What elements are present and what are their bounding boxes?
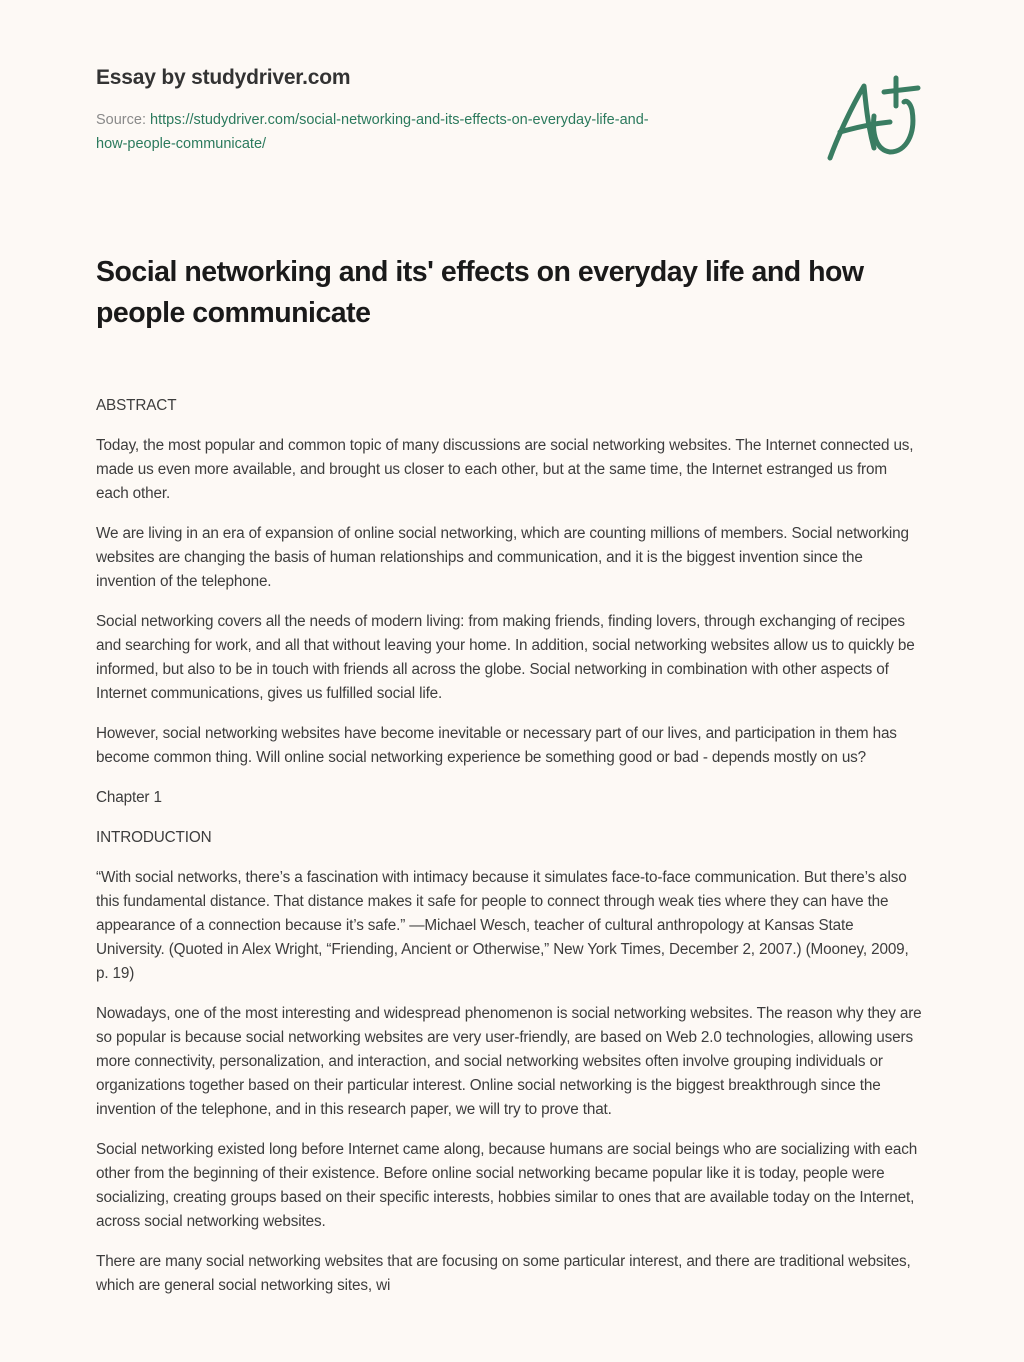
essay-title: Social networking and its' effects on everyday life and how people communicate: [96, 256, 864, 329]
paragraph: Social networking existed long before Internet came along, because humans are social beings who are socializing with each other from the beginning of their existence. Before online social networking became popular like it is today, people were socializing, creating groups based on their specific interests, hobbies similar to ones that are available today on the Internet, across social networking websites.: [96, 1141, 918, 1230]
section-heading-abstract: ABSTRACT: [96, 397, 177, 414]
essay-body: [96, 394, 922, 1314]
paragraph-truncated: There are many social networking websites that are focusing on some particular interest, and there are traditional websites, which are general social networking sites, wi: [96, 1253, 911, 1294]
source-label: Source:: [96, 112, 146, 128]
chapter-label: Chapter 1: [96, 789, 162, 806]
page-header: [96, 62, 776, 156]
source-link[interactable]: [96, 112, 649, 152]
a-plus-grade-icon: [818, 66, 938, 176]
paragraph: We are living in an era of expansion of online social networking, which are counting millions of members. Social networking websites are changing the basis of human relationships and communication, and it is the biggest invention since the invention of the telephone.: [96, 525, 909, 590]
section-heading-introduction: INTRODUCTION: [96, 829, 212, 846]
source-line: [96, 108, 776, 156]
paragraph: Today, the most popular and common topic of many discussions are social networking websites. The Internet connected us, made us even more available, and brought us closer to each other, but at the same time, the Internet estranged us from each other.: [96, 437, 914, 502]
paragraph: Nowadays, one of the most interesting and widespread phenomenon is social networking websites. The reason why they are so popular is because social networking websites are very user-friendly, are based on Web 2.0 technologies, allowing users more connectivity, personalization, and interaction, and social networking websites often involve grouping individuals or organizations together based on their particular interest. Online social networking is the biggest breakthrough since the invention of the telephone, and in this research paper, we will try to prove that.: [96, 1005, 922, 1118]
paragraph: Social networking covers all the needs of modern living: from making friends, finding lovers, through exchanging of recipes and searching for work, and all that without leaving your home. In addition, social networking websites allow us to quickly be informed, but also to be in touch with friends all across the globe. Social networking in combination with other aspects of Internet communications, gives us fulfilled social life.: [96, 613, 915, 702]
quote-paragraph: “With social networks, there’s a fascination with intimacy because it simulates face-to-face communication. But there’s also this fundamental distance. That distance makes it safe for people to connect through weak ties where they can have the appearance of a connection because it’s safe.” —Michael Wesch, teacher of cultural anthropology at Kansas State University. (Quoted in Alex Wright, “Friending, Ancient or Otherwise,” New York Times, December 2, 2007.) (Mooney, 2009, p. 19): [96, 869, 909, 982]
source-link-line2: how-people-communicate/: [96, 136, 267, 152]
site-title: Essay by studydriver.com: [96, 66, 351, 89]
source-link-line1: https://studydriver.com/social-networking-and-its-effects-on-everyday-life-and-: [150, 112, 649, 128]
paragraph: However, social networking websites have become inevitable or necessary part of our lives, and participation in them has become common thing. Will online social networking experience be something good or bad - depends mostly on us?: [96, 725, 897, 766]
